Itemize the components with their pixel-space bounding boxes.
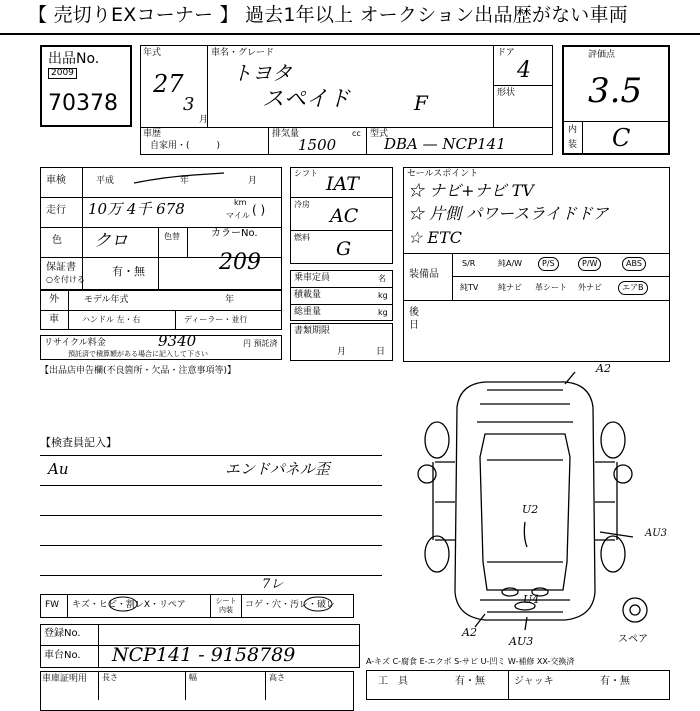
weight-unit: kg xyxy=(378,308,388,317)
strike-mark xyxy=(134,173,224,185)
equip-ps: P/S xyxy=(538,257,559,271)
divider xyxy=(158,227,159,290)
damage-mark: U4 xyxy=(523,593,540,606)
seat-items: コゲ・穴・汚レ・破レ xyxy=(245,600,336,610)
shaken-era: 平成 xyxy=(96,176,115,186)
color-change-label: 色替 xyxy=(164,232,180,241)
reg-label: 登録No. xyxy=(44,628,81,639)
ac-value: AC xyxy=(330,205,359,227)
displacement-label: 排気量 xyxy=(272,129,300,139)
divider xyxy=(40,310,282,311)
color-value: クロ xyxy=(94,231,128,251)
door-label: ドア xyxy=(497,48,515,58)
divider xyxy=(508,670,509,700)
shaken-month-unit: 月 xyxy=(248,176,258,186)
shift-value: IAT xyxy=(326,173,359,195)
note-right: エンドパネル歪 xyxy=(225,460,330,478)
ac-label: 冷房 xyxy=(294,200,310,209)
shape-label: 形状 xyxy=(497,88,516,98)
divider xyxy=(403,253,670,254)
color-no-value: 209 xyxy=(219,250,261,275)
cert-cell: 高さ xyxy=(269,673,285,682)
mileage-value: 10万 4千 678 xyxy=(88,200,185,218)
fuel-label: 燃料 xyxy=(294,233,310,242)
divider xyxy=(493,45,494,128)
mile-unit: マイル xyxy=(226,211,250,220)
doc-label: 書類期限 xyxy=(294,326,331,336)
model-year-unit: 年 xyxy=(225,295,235,305)
note-line xyxy=(40,515,382,516)
displacement-value: 1500 xyxy=(298,136,337,154)
divider xyxy=(185,671,186,700)
divider xyxy=(290,230,393,231)
year-value: 27 xyxy=(153,70,184,98)
equip-pw: P/W xyxy=(578,257,601,271)
lot-number: 70378 xyxy=(48,91,118,116)
sales-point: ☆ ETC xyxy=(408,228,463,247)
color-no-label: カラーNo. xyxy=(211,228,258,239)
equip-abs: ABS xyxy=(622,257,646,271)
sales-point: ☆ 片側 パワースライドドア xyxy=(408,204,609,223)
history-value: 自家用・( ) xyxy=(150,141,221,151)
doc-day: 日 xyxy=(376,347,386,357)
divider xyxy=(562,121,670,122)
divider xyxy=(403,300,670,301)
doc-month: 月 xyxy=(337,347,347,357)
foreign-label: 車 xyxy=(49,314,59,325)
type-value: DBA — NCP141 xyxy=(384,135,506,153)
type-label: 型式 xyxy=(370,129,389,139)
score-value: 3.5 xyxy=(588,71,643,111)
circle-mark xyxy=(303,596,333,612)
make-value: トヨタ xyxy=(232,61,292,85)
shaken-year-unit: 年 xyxy=(180,176,190,186)
lot-stamp: 2009 xyxy=(48,68,77,79)
tools-label: 工 具 xyxy=(378,676,408,687)
history-label: 車歴 xyxy=(143,129,162,139)
warranty-label: 保証書 xyxy=(46,262,76,273)
seat-label: シート内装 xyxy=(215,597,237,614)
divider xyxy=(175,310,176,330)
month-unit: 月 xyxy=(199,115,209,125)
header-title: 【 売切りEXコーナー 】 過去1年以上 オークション出品歴がない車両 xyxy=(28,4,628,26)
damage-mark: A2 xyxy=(596,362,611,375)
km-unit: km xyxy=(234,198,247,207)
door-value: 4 xyxy=(517,58,531,83)
recycle-unit: 円 預託済 xyxy=(243,339,278,348)
divider xyxy=(582,121,583,155)
divider xyxy=(265,671,266,700)
divider xyxy=(290,304,393,305)
equip-navi: 純ナビ xyxy=(498,283,522,292)
shaken-label: 車検 xyxy=(46,175,66,186)
car-diagram xyxy=(415,362,655,632)
circle-mark xyxy=(108,596,138,612)
divider xyxy=(493,85,553,86)
warranty-options: 有・無 xyxy=(112,265,145,278)
score-label: 評価点 xyxy=(588,50,616,60)
handle-label: ハンドル 左・右 xyxy=(82,315,141,324)
recycle-note: 預託済で積算額がある場合に記入して下さい xyxy=(68,350,208,358)
divider xyxy=(241,594,242,618)
equip-outer-navi: 外ナビ xyxy=(578,283,602,292)
fuel-value: G xyxy=(336,238,352,260)
rear-label: 後日 xyxy=(409,307,419,331)
equip-tv: 純TV xyxy=(460,283,479,292)
year-label: 年式 xyxy=(143,48,162,58)
sales-point: ☆ ナビ+ナビ TV xyxy=(408,181,534,200)
dealer-label: ディーラー・並行 xyxy=(184,315,248,324)
note-line xyxy=(40,455,382,456)
divider xyxy=(67,594,68,618)
chassis-value: NCP141 - 9158789 xyxy=(112,644,296,666)
equip-aw: 純A/W xyxy=(498,259,523,268)
fw-label: FW xyxy=(45,600,60,610)
note-left: Au xyxy=(48,460,69,478)
divider xyxy=(290,287,393,288)
divider xyxy=(366,127,367,155)
grade-value: F xyxy=(414,91,428,115)
divider xyxy=(290,197,393,198)
tools-options: 有・無 xyxy=(455,676,485,687)
mileage-label: 走行 xyxy=(46,205,66,216)
model-year-label: モデル年式 xyxy=(84,295,129,305)
divider xyxy=(68,290,69,330)
recycle-label: リサイクル料金 xyxy=(44,338,106,348)
seat-note: 7レ xyxy=(262,577,284,592)
equip-sr: S/R xyxy=(462,259,476,268)
remarks-label: 【出品店申告欄(不良箇所・欠品・注意事項等)】 xyxy=(40,366,237,376)
color-label: 色 xyxy=(52,235,62,246)
divider xyxy=(82,167,83,290)
interior-value: C xyxy=(612,124,631,152)
name-label: 車名・グレード xyxy=(211,48,275,58)
month-value: 3 xyxy=(183,94,195,115)
interior-label: 装 xyxy=(568,140,578,150)
damage-mark: A2 xyxy=(462,626,477,639)
recycle-value: 9340 xyxy=(158,332,197,350)
mileage-paren: ( ) xyxy=(252,203,266,217)
load-unit: kg xyxy=(378,291,388,300)
spare-label: スペア xyxy=(618,634,648,645)
cert-label: 車庫証明用 xyxy=(42,674,88,684)
weight-label: 総重量 xyxy=(294,307,322,317)
jack-options: 有・無 xyxy=(600,676,630,687)
damage-mark: U2 xyxy=(522,503,539,516)
equipment-label: 装備品 xyxy=(409,269,439,280)
lot-label: 出品No. xyxy=(48,51,100,67)
note-line xyxy=(40,575,382,576)
divider xyxy=(98,671,99,700)
damage-mark: AU3 xyxy=(645,528,668,539)
jack-label: ジャッキ xyxy=(514,676,554,687)
interior-label: 内 xyxy=(568,125,578,135)
note-line xyxy=(40,545,382,546)
divider xyxy=(268,127,269,155)
warranty-sub: ○を付ける xyxy=(46,275,85,284)
note-line xyxy=(40,485,382,486)
chassis-label: 車台No. xyxy=(44,650,81,661)
cc-unit: cc xyxy=(352,129,361,138)
capacity-unit: 名 xyxy=(378,274,386,283)
model-value: スペイド xyxy=(262,87,351,112)
cert-cell: 長さ xyxy=(102,673,118,682)
fw-items: キズ・ヒビ・割レX・リペア xyxy=(72,600,186,610)
divider xyxy=(210,594,211,618)
equip-airbag: エアB xyxy=(618,281,648,295)
capacity-label: 乗車定員 xyxy=(294,273,331,283)
divider xyxy=(98,624,99,668)
cert-cell: 幅 xyxy=(189,673,197,682)
foreign-label: 外 xyxy=(49,294,59,305)
equip-leather: 革シート xyxy=(535,283,567,292)
load-label: 積載量 xyxy=(294,290,322,300)
damage-mark: AU3 xyxy=(509,635,534,648)
legend: A-キズ C-腐食 E-エクボ S-サビ U-凹ミ W-補修 XX-交換済 xyxy=(366,657,575,666)
inspector-label: 【検査員記入】 xyxy=(40,436,117,449)
shift-label: シフト xyxy=(294,169,318,178)
cert-box xyxy=(40,671,354,711)
sales-label: セールスポイント xyxy=(407,169,479,179)
divider xyxy=(187,227,188,257)
divider xyxy=(452,276,670,277)
header-rule xyxy=(0,33,700,35)
